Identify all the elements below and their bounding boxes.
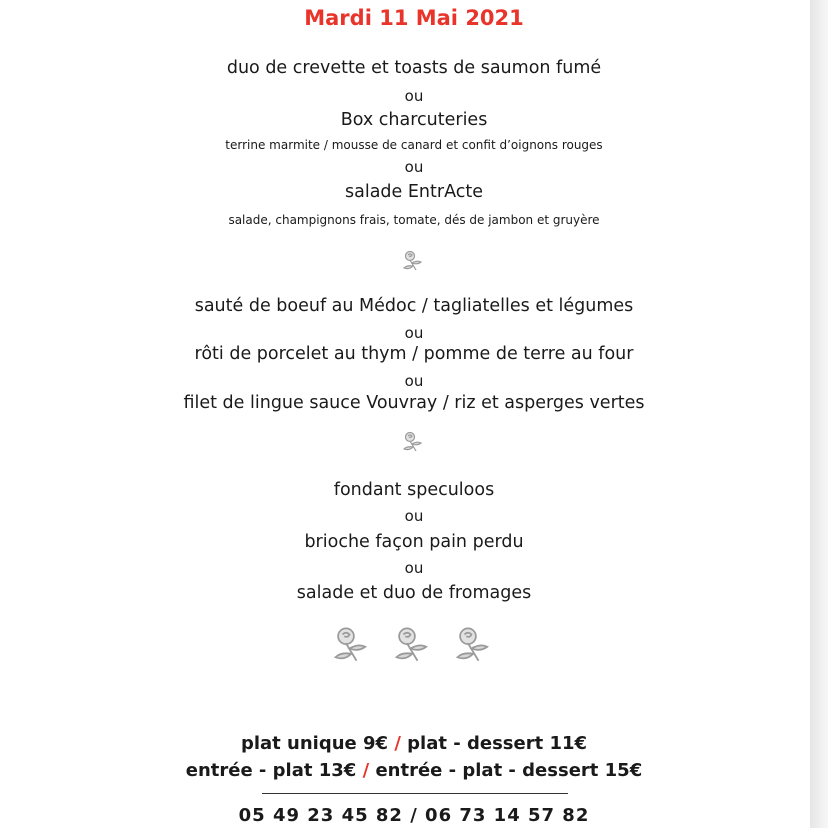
rose-divider-triple	[0, 624, 828, 666]
or-separator: ou	[404, 324, 424, 342]
rose-divider	[0, 430, 828, 454]
price-entree-plat-dessert: entrée - plat - dessert 15€	[375, 760, 643, 781]
price-slash: /	[388, 733, 408, 754]
entree-2-description: terrine marmite / mousse de canard et confit d’oignons rouges	[225, 138, 603, 152]
divider-line	[262, 793, 568, 794]
rose-flower-icon	[400, 249, 428, 273]
entree-2: Box charcuteries	[340, 110, 488, 130]
contact-phones: 05 49 23 45 82 / 06 73 14 57 82	[238, 805, 590, 826]
price-entree-plat: entrée - plat 13€	[185, 760, 357, 781]
page-edge	[810, 0, 828, 828]
plat-3: filet de lingue sauce Vouvray / riz et asperges vertes	[183, 393, 645, 413]
entree-3: salade EntrActe	[345, 182, 483, 202]
price-line-1	[0, 733, 828, 754]
rose-flower-icon	[328, 624, 378, 666]
menu-date: Mardi 11 Mai 2021	[304, 6, 524, 30]
entree-3-description: salade, champignons frais, tomate, dés de jambon et gruyère	[228, 213, 600, 227]
price-plat-unique: plat unique 9€	[240, 733, 389, 754]
or-separator: ou	[404, 158, 424, 176]
dessert-2: brioche façon pain perdu	[304, 532, 524, 552]
or-separator: ou	[404, 87, 424, 105]
or-separator: ou	[404, 507, 424, 525]
entree-1: duo de crevette et toasts de saumon fumé	[226, 58, 602, 78]
dessert-3: salade et duo de fromages	[296, 583, 532, 603]
dessert-1: fondant speculoos	[333, 480, 495, 500]
price-line-2	[0, 760, 828, 781]
price-slash: /	[356, 760, 376, 781]
or-separator: ou	[404, 559, 424, 577]
rose-flower-icon	[450, 624, 500, 666]
rose-flower-icon	[400, 430, 428, 454]
plat-2: rôti de porcelet au thym / pomme de terre au four	[194, 344, 634, 364]
price-plat-dessert: plat - dessert 11€	[407, 733, 588, 754]
plat-1: sauté de boeuf au Médoc / tagliatelles et légumes	[194, 296, 634, 316]
or-separator: ou	[404, 372, 424, 390]
rose-flower-icon	[389, 624, 439, 666]
rose-divider	[0, 249, 828, 273]
